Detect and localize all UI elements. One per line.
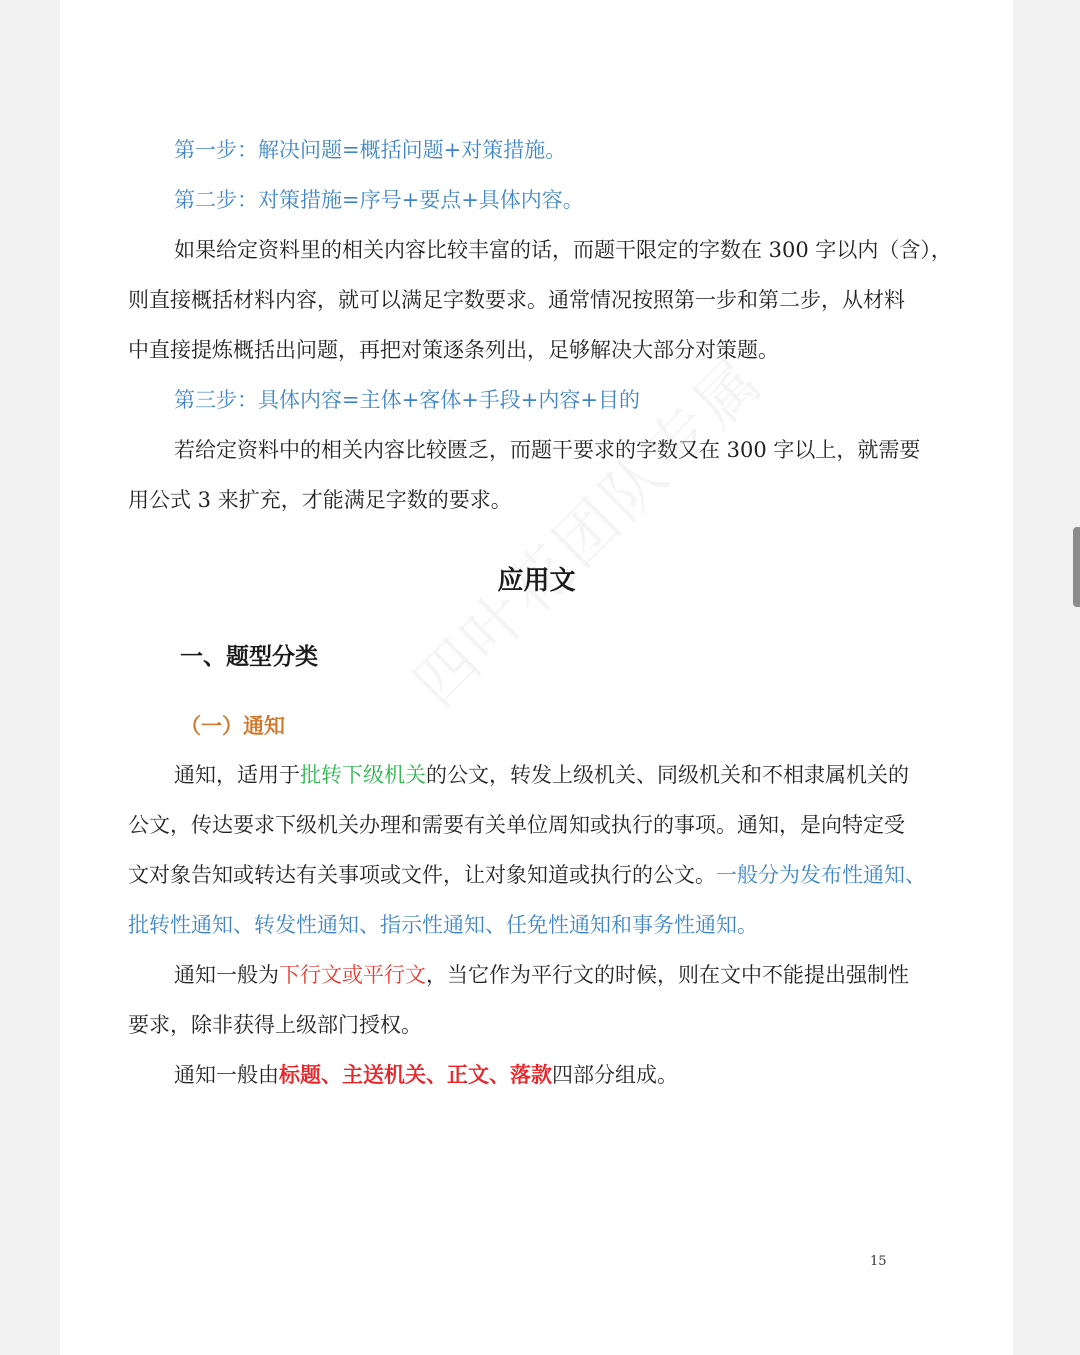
notice-text: ，当它作为平行文的时候，则在文中不能提出强制性	[426, 963, 909, 987]
notice-line	[174, 1060, 678, 1090]
notice-line: 批转性通知、转发性通知、指示性通知、任免性通知和事务性通知。	[128, 913, 758, 937]
notice-line	[174, 960, 909, 990]
notice-text: 通知一般由	[174, 1063, 279, 1087]
notice-line	[174, 760, 909, 790]
paragraph-line: 则直接概括材料内容，就可以满足字数要求。通常情况按照第一步和第二步，从材料	[128, 288, 905, 312]
notice-text: 的公文，转发上级机关、同级机关和不相隶属机关的	[426, 763, 909, 787]
paragraph-line: 中直接提炼概括出问题，再把对策逐条列出，足够解决大部分对策题。	[128, 338, 779, 362]
highlight-red-bold: 标题、主送机关、正文、落款	[279, 1062, 552, 1087]
section-heading: 一、题型分类	[180, 644, 318, 670]
notice-text: 四部分组成。	[552, 1063, 678, 1087]
step-two-text: 第二步：对策措施=序号+要点+具体内容。	[174, 188, 584, 212]
notice-text: 文对象告知或转达有关事项或文件，让对象知道或执行的公文。	[128, 863, 716, 887]
notice-line: 公文，传达要求下级机关办理和需要有关单位周知或执行的事项。通知，是向特定受	[128, 813, 905, 837]
highlight-green: 批转下级机关	[300, 763, 426, 787]
highlight-red: 下行文或平行文	[279, 963, 426, 987]
subsection-heading: （一）通知	[180, 713, 285, 738]
step-one-text: 第一步：解决问题=概括问题+对策措施。	[174, 138, 567, 162]
notice-line: 要求，除非获得上级部门授权。	[128, 1013, 422, 1037]
paragraph-line: 如果给定资料里的相关内容比较丰富的话，而题干限定的字数在 300 字以内（含），	[174, 238, 952, 262]
paragraph-line: 用公式 3 来扩充，才能满足字数的要求。	[128, 488, 512, 512]
notice-text: 通知，适用于	[174, 763, 300, 787]
scroll-handle[interactable]	[1073, 527, 1080, 607]
page-number: 15	[870, 1254, 887, 1269]
notice-line	[128, 860, 926, 890]
highlight-blue: 一般分为发布性通知、	[716, 863, 926, 887]
paragraph-line: 若给定资料中的相关内容比较匮乏，而题干要求的字数又在 300 字以上，就需要	[174, 438, 921, 462]
step-three-text: 第三步：具体内容=主体+客体+手段+内容+目的	[174, 388, 640, 412]
main-heading: 应用文	[497, 566, 576, 596]
notice-text: 通知一般为	[174, 963, 279, 987]
document-page	[60, 0, 1013, 1355]
